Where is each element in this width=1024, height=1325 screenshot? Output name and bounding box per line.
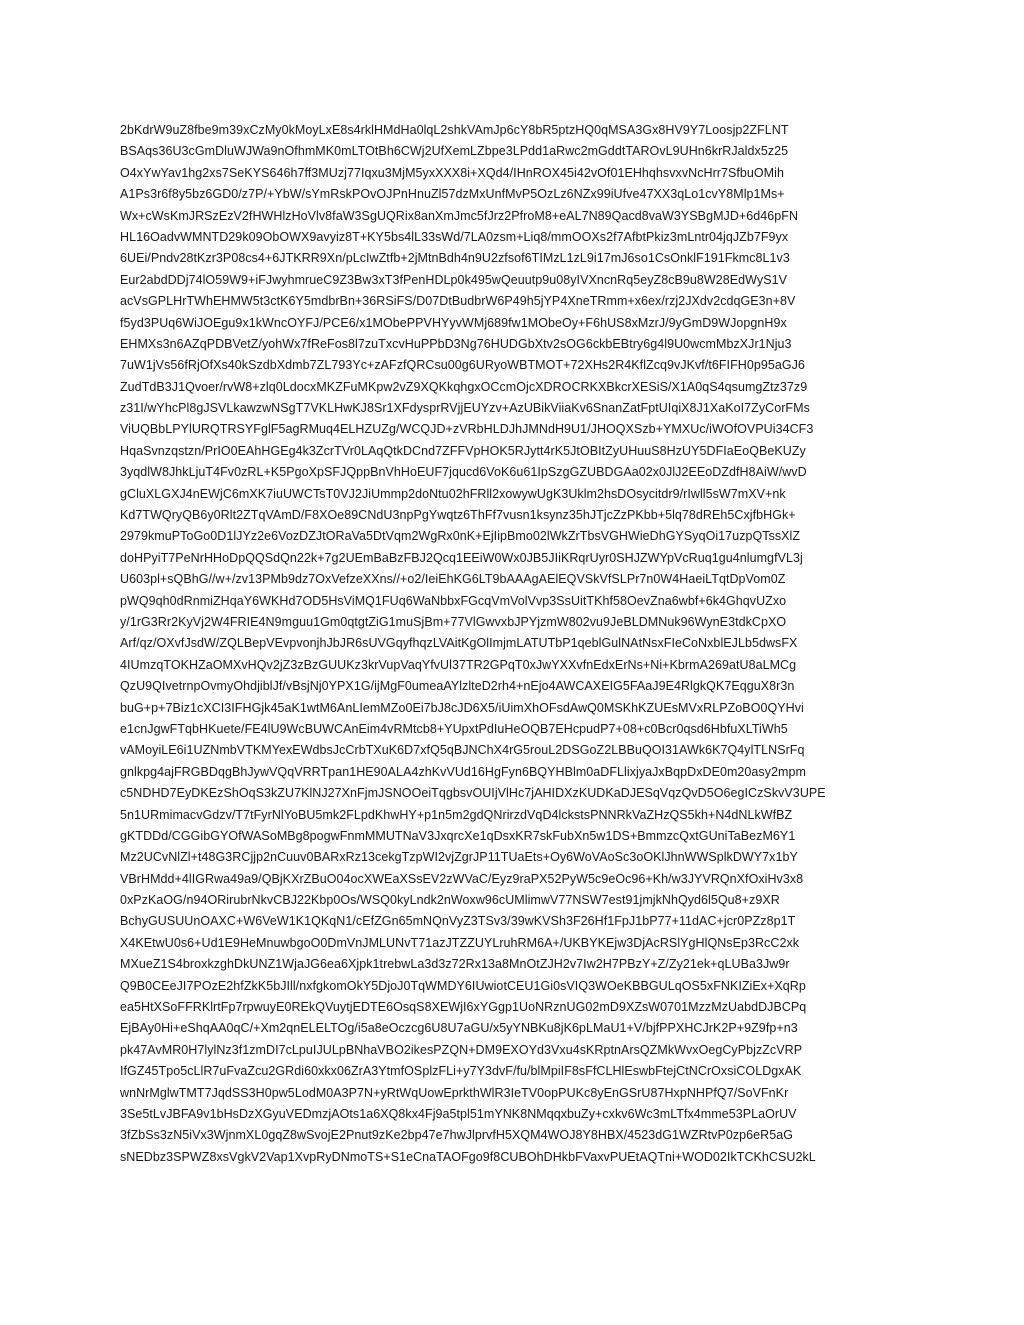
text-line: U603pl+sQBhG//w+/zv13PMb9dz7OxVefzeXXns//+o2/IeiEhKG6LT9bAAAgAElEQVSkVfSLPr7n0W4HaeiLTqtDpVom0Z [120,572,786,587]
text-line: 3fZbSs3zN5iVx3WjnmXL0gqZ8wSvojE2Pnut9zKe2bp47e7hwJlprvfH5XQM4WOJ8Y8HBX/4523dG1WZRtvP0zp6eR5aG [120,1128,794,1143]
text-line: vAMoyiLE6i1UZNmbVTKMYexEWdbsJcCrbTXuK6D7xfQ5qBJNChX4rG5rouL2DSGoZ2LBBuQOI31AWk6K7Q4ylTLNSrFq [120,743,805,758]
text-line: MXueZ1S4broxkzghDkUNZ1WjaJG6ea6Xjpk1trebwLa3d3z72Rx13a8MnOtZJH2v7Iw2H7PBzY+Z/Zy21ek+qLUBa3Jw9r [120,957,790,972]
text-line: 2979kmuPToGo0D1lJYz2e6VozDZJtORaVa5DtVqm2WgRx0nK+EjIipBmo02lWkZrTbsVGHWieDhGYSyqOi17uzpQTssXlZ [120,529,801,544]
text-line: gKTDDd/CGGibGYOfWASoMBg8pogwFnmMMUTNaV3JxqrcXe1qDsxKR7skFubXn5w1DS+BmmzcQxtGUniTaBezM6Y1 [120,828,796,843]
text-line: QzU9QIvetrnpOvmyOhdjiblJf/vBsjNj0YPX1G/ijMgF0umeaAYlzlteD2rh4+nEjo4AWCAXEIG5FAaJ9E4RlgkQK7EqguX8r3n [120,679,795,694]
text-line: EHMXs3n6AZqPDBVetZ/yohWx7fReFos8l7zuTxcvHuPPbD3Ng76HUDGbXtv2sOG6ckbEBtry6g4l9U0wcmMbzXJr1Nju3 [120,336,792,351]
text-line: O4xYwYav1hg2xs7SeKYS646h7ff3MUzj77Iqxu3MjM5yxXXX8i+XQd4/IHnROX45i42vOf01EHhqhsvxvNcHrr7SfbuOMih [120,165,784,180]
text-line: IfGZ45Tpo5cLlR7uFvaZcu2GRdi60xkx06ZrA3YtmfOSplzFLi+y7Y3dvF/fu/blMpiIF8sFfCLHlEswbFtejCtNCrOxsiCOLDgxAK [120,1064,802,1079]
text-line: Mz2UCvNlZl+t48G3RCjjp2nCuuv0BARxRz13cekgTzpWI2vjZgrJP11TUaEts+Oy6WoVAoSc3oOKlJhnWWSplkDWY7x1bY [120,850,798,865]
text-line: acVsGPLHrTWhEHMW5t3ctK6Y5mdbrBn+36RSiFS/D07DtBudbrW6P49h5jYP4XneTRmm+x6ex/rzj2JXdv2cdqGE3n+8V [120,294,796,309]
text-line: 2bKdrW9uZ8fbe9m39xCzMy0kMoyLxE8s4rklHMdHa0lqL2shkVAmJp6cY8bR5ptzHQ0qMSA3Gx8HV9Y7Loosjp2ZFLNT [120,123,789,137]
text-line: Wx+cWsKmJRSzEzV2fHWHlzHoVlv8faW3SgUQRix8anXmJmc5fJrz2PfroM8+eAL7N89Qacd8vaW3YSBgMJD+6d46pFN [120,208,799,223]
text-line: HqaSvnzqstzn/PrIO0EAhHGEg4k3ZcrTVr0LAqQtkDCnd7ZFFVpHOK5RJytt4rK5JtOBItZyUHuuS8HzUY5DFIaEoQBeKUZy [120,443,806,458]
text-line: ea5HtXSoFFRKlrtFp7rpwuyE0REkQVuytjEDTE6OsqS8XEWjI6xYGgp1UoNRznUG02mD9XZsW0701MzzMzUabdDJBCPq [120,1000,807,1015]
text-line: X4KEtwU0s6+Ud1E9HeMnuwbgoO0DmVnJMLUNvT71azJTZZUYLruhRM6A+/UKBYKEjw3DjAcRSlYgHlQNsEp3RcC2xk [120,935,800,950]
text-line: buG+p+7Biz1cXCI3IFHGjk45aK1wtM6AnLIemMZo0Ei7bJ8cJD6X5/iUimXhOFsdAwQ0MSKhKZUEsMVxRLPZoBO0QYHvi [120,700,804,715]
text-line: pWQ9qh0dRnmiZHqaY6WKHd7OD5HsViMQ1FUq6WaNbbxFGcqVmVolVvp3SsUitTKhf58OevZna6wbf+6k4GhqvUZxo [120,593,787,608]
text-line: EjBAy0Hi+eShqAA0qC/+Xm2qnELELTOg/i5a8eOczcg6U8U7aGU/x5yYNBKu8jK6pLMaU1+V/bjfPPXHCJrK2P+9Z9fp+n3 [120,1021,798,1036]
text-line: 3yqdlW8JhkLjuT4Fv0zRL+K5PgoXpSFJQppBnVhHoEUF7jqucd6VoK6u61IpSzgGZUBDGAa02x0JlJ2EEoDZdfH8AiW/wvD [120,465,807,480]
text-line: gCluXLGXJ4nEWjC6mXK7iuUWCTsT0VJ2JiUmmp2doNtu02hFRll2xowywUgK3Uklm2hsDOsycitdr9/rIwll5sW7mXV+nk [120,486,786,501]
text-line: 4IUmzqTOKHZaOMXvHQv2jZ3zBzGUUKz3krVupVaqYfvUl37TR2GPqT0xJwYXXvfnEdxErNs+Ni+KbrmA269atU8aLMCg [120,657,797,672]
text-line: VBrHMdd+4lIGRwa49a9/QBjKXrZBuO04ocXWEaXSsEV2zWVaC/Eyz9raPX52PyW5c9eOc96+Kh/w3JYVRQnXfOxiHv3x8 [120,871,804,886]
text-line: sNEDbz3SPWZ8xsVgkV2Vap1XvpRyDNmoTS+S1eCnaTAOFgo9f8CUBOhDHkbFVaxvPUEtAQTni+WOD02IkTCKhCSU2kL [120,1149,816,1164]
text-line: gnlkpg4ajFRGBDqgBhJywVQqVRRTpan1HE90ALA4zhKvVUd16HgFyn6BQYHBlm0aDFLlixjyaJxBqpDxDE0m20asy2mpm [120,764,806,779]
text-line: Q9B0CEeJI7POzE2hfZkK5bJIll/nxfgkomOkY5DjoJ0TqWMDY6IUwiotCEU1Gi0sVIQ3WOeKBBGULqOS5xFNKIZiEx+XqRp [120,978,806,993]
text-line: z31I/wYhcPl8gJSVLkawzwNSgT7VKLHwKJ8Sr1XFdysprRVjjEUYzv+AzUBikViiaKv6SnanZatFptUIqiX8J1XaKoI7ZyCorFMs [120,401,810,416]
text-line: 0xPzKaOG/n94ORirubrNkvCBJ22Kbp0Os/WSQ0kyLndk2nWoxw96cUMlimwV77NSW7est91jmjkNhQyd6l5Qu8+z9XR [120,893,780,908]
text-line: 7uW1jVs56fRjOfXs40kSzdbXdmb7ZL793Yc+zAFzfQRCsu00g6URyoWBTMOT+72XHs2R4KflZcq9vJKvf/t6FIFH0p95aGJ6 [120,358,805,373]
text-line: c5NDHD7EyDKEzShOqS3kZU7KlNJ27XnFjmJSNOOeiTqgbsvOUIjVlHc7jAHIDXzKUDKaDJESqVqzQvD5O6egICzSkvV3UPE [120,786,826,801]
encoded-text-block [120,120,920,1168]
text-line: e1cnJgwFTqbHKuete/FE4lU9WcBUWCAnEim4vRMtcb8+YUpxtPdIuHeOQB7EHcpudP7+08+c0Bcr0qsd6HbfuXLTiWh5 [120,721,788,736]
text-line: BSAqs36U3cGmDluWJWa9nOfhmMK0mLTOtBh6CWj2UfXemLZbpe3LPdd1aRwc2mGddtTAROvL9UHn6krRJaldx5z25 [120,144,789,159]
text-line: Kd7TWQryQB6y0Rlt2ZTqVAmD/F8XOe89CNdU3npPgYwqtz6ThFf7vusn1ksynz35hJTjcZzPKbb+5lq78dREh5CxjfbHGk+ [120,508,796,523]
text-line: HL16OadvWMNTD29k09ObOWX9avyiz8T+KY5bs4lL33sWd/7LA0zsm+Liq8/mmOOXs2f7AfbtPkiz3mLntr04jqJZb7F9yx [120,229,789,244]
text-line: doHPyiT7PeNrHHoDpQQSdQn22k+7g2UEmBaBzFBJ2Qcq1EEiW0Wx0JB5JIiKRqrUyr0SHJZWYpVcRuq1gu4nlumgfVL3j [120,550,803,565]
text-line: ZudTdB3J1Qvoer/rvW8+zlq0LdocxMKZFuMKpw2vZ9XQKkqhgxOCcmOjcXDROCRKXBkcrXESiS/X1A0qS4qsumgZtz37z9 [120,379,808,394]
text-line: ViUQBbLPYlURQTRSYFglF5agRMuq4ELHZUZg/WCQJD+zVRbHLDJhJMNdH9U1/JHOQXSzb+YMXUc/iWOfOVPUi34CF3 [120,422,814,437]
text-line: A1Ps3r6f8y5bz6GD0/z7P/+YbW/sYmRskPOvOJPnHnuZl57dzMxUnfMvP5OzLz6NZx99iUfve47XX3qLo1cvY8Mlp1Ms+ [120,187,785,202]
text-line: pk47AvMR0H7lylNz3f1zmDI7cLpuIJULpBNhaVBO2ikesPZQN+DM9EXOYd3Vxu4sKRptnArsQZMkWvxOegCyPbjzZcVRP [120,1042,803,1057]
text-line: Arf/qz/OXvfJsdW/ZQLBepVEvpvonjhJbJR6sUVGqyfhqzLVAitKgOlImjmLATUTbP1qeblGulNAtNsxFIeCoNxblEJLb5dwsFX [120,636,798,651]
text-line: y/1rG3Rr2KyVj2W4FRIE4N9mguu1Gm0qtgtZiG1muSjBm+77VlGwvxbJPYjzmW802vu9JeBLDMNuk96WynE3tdkCpXO [120,614,787,629]
text-line: 5n1URmimacvGdzv/T7tFyrNlYoBU5mk2FLpdKhwHY+p1n5m2gdQNrirzdVqD4lckstsPNNRkVaZHzQS5kh+N4dNLkWfBZ [120,807,793,822]
text-line: 3Se5tLvJBFA9v1bHsDzXGyuVEDmzjAOts1a6XQ8kx4Fj9a5tpl51mYNK8NMqqxbuZy+cxkv6Wc3mLTfx4mme53PLaOrUV [120,1106,797,1121]
text-line: wnNrMglwTMT7JqdSS3H0pw5LodM0A3P7N+yRtWqUowEprkthWlR3IeTV0opPUKc8yEnGSrU87HxpNHPfQ7/SoVFnKr [120,1085,789,1100]
text-line: Eur2abdDDj74lO59W9+iFJwyhmrueC9Z3Bw3xT3fPenHDLp0k495wQeuutp9u08yIVXncnRq5eyZ8cB9u8W28EdWyS1V [120,272,787,287]
text-line: BchyGUSUUnOAXC+W6VeW1K1QKqN1/cEfZGn65mNQnVyZ3TSv3/39wKVSh3F26Hf1FpJ1bP77+11dAC+jcr0PZz8p1T [120,914,796,929]
text-line: f5yd3PUq6WiJOEgu9x1kWncOYFJ/PCE6/x1MObePPVHYyvWMj689fw1MObeOy+F6hUS8xMzrJ/9yGmD9WJopgnH9x [120,315,787,330]
text-line: 6UEi/Pndv28tKzr3P08cs4+6JTKRR9Xn/pLcIwZtfb+2jMtnBdh4n9U2zfsof6TIMzL1zL9i17mJ6so1CsOnklF191Fkmc8L1v3 [120,251,790,266]
